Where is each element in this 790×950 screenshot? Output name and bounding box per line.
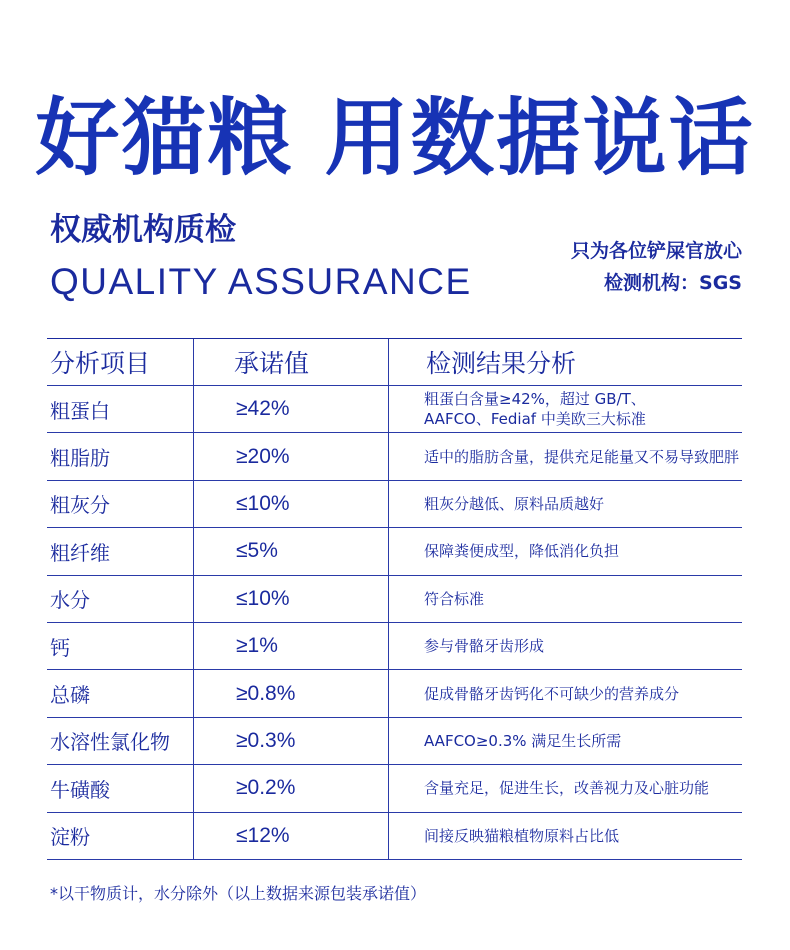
table-row xyxy=(47,765,742,812)
row-value: ≥0.2% xyxy=(194,765,389,812)
table-row xyxy=(47,480,742,527)
inspection-info xyxy=(571,235,742,299)
row-value: ≤10% xyxy=(194,480,389,527)
row-analysis: 间接反映猫粮植物原料占比低 xyxy=(389,812,743,859)
row-value: ≤10% xyxy=(194,575,389,622)
row-analysis-line: AAFCO、Fediaf 中美欧三大标准 xyxy=(424,410,646,429)
row-item: 牛磺酸 xyxy=(47,765,194,812)
row-analysis: 适中的脂肪含量，提供充足能量又不易导致肥胖 xyxy=(389,433,743,480)
table-row xyxy=(47,670,742,717)
row-analysis: 促成骨骼牙齿钙化不可缺少的营养成分 xyxy=(389,670,743,717)
row-item: 钙 xyxy=(47,622,194,669)
row-analysis: 保障粪便成型，降低消化负担 xyxy=(389,528,743,575)
footnote: *以干物质计，水分除外（以上数据来源包装承诺值） xyxy=(50,884,427,903)
row-value: ≤5% xyxy=(194,528,389,575)
header-item: 分析项目 xyxy=(47,339,194,386)
row-analysis: 参与骨骼牙齿形成 xyxy=(389,622,743,669)
table-row xyxy=(47,528,742,575)
row-analysis-line: 粗蛋白含量≥42%，超过 GB/T、 xyxy=(424,390,646,409)
table-row xyxy=(47,433,742,480)
table-row xyxy=(47,386,742,433)
row-item: 水分 xyxy=(47,575,194,622)
row-analysis xyxy=(389,386,743,433)
row-analysis: 含量充足，促进生长，改善视力及心脏功能 xyxy=(389,765,743,812)
row-analysis: AAFCO≥0.3% 满足生长所需 xyxy=(389,717,743,764)
header-value: 承诺值 xyxy=(194,339,389,386)
row-item: 水溶性氯化物 xyxy=(47,717,194,764)
row-item: 粗蛋白 xyxy=(47,386,194,433)
row-value: ≥0.8% xyxy=(194,670,389,717)
header-analysis: 检测结果分析 xyxy=(389,339,743,386)
reassurance-text: 只为各位铲屎官放心 xyxy=(570,240,742,262)
table-row xyxy=(47,622,742,669)
row-value: ≥1% xyxy=(194,622,389,669)
nutrition-table xyxy=(47,338,742,860)
section-title-cn: 权威机构质检 xyxy=(50,212,236,248)
inspection-agency: 检测机构：SGS xyxy=(604,272,742,294)
row-analysis: 粗灰分越低、原料品质越好 xyxy=(389,480,743,527)
row-item: 总磷 xyxy=(47,670,194,717)
table-row xyxy=(47,812,742,859)
table-row xyxy=(47,717,742,764)
row-value: ≥42% xyxy=(194,386,389,433)
row-item: 淀粉 xyxy=(47,812,194,859)
row-item: 粗纤维 xyxy=(47,528,194,575)
row-value: ≤12% xyxy=(194,812,389,859)
row-analysis: 符合标准 xyxy=(389,575,743,622)
row-value: ≥20% xyxy=(194,433,389,480)
section-heading xyxy=(50,210,472,304)
page-headline: 好猫粮 用数据说话 xyxy=(35,89,755,187)
row-item: 粗灰分 xyxy=(47,480,194,527)
table-row xyxy=(47,575,742,622)
section-title-en: QUALITY ASSURANCE xyxy=(50,261,472,302)
row-value: ≥0.3% xyxy=(194,717,389,764)
row-item: 粗脂肪 xyxy=(47,433,194,480)
table-header-row xyxy=(47,339,742,386)
